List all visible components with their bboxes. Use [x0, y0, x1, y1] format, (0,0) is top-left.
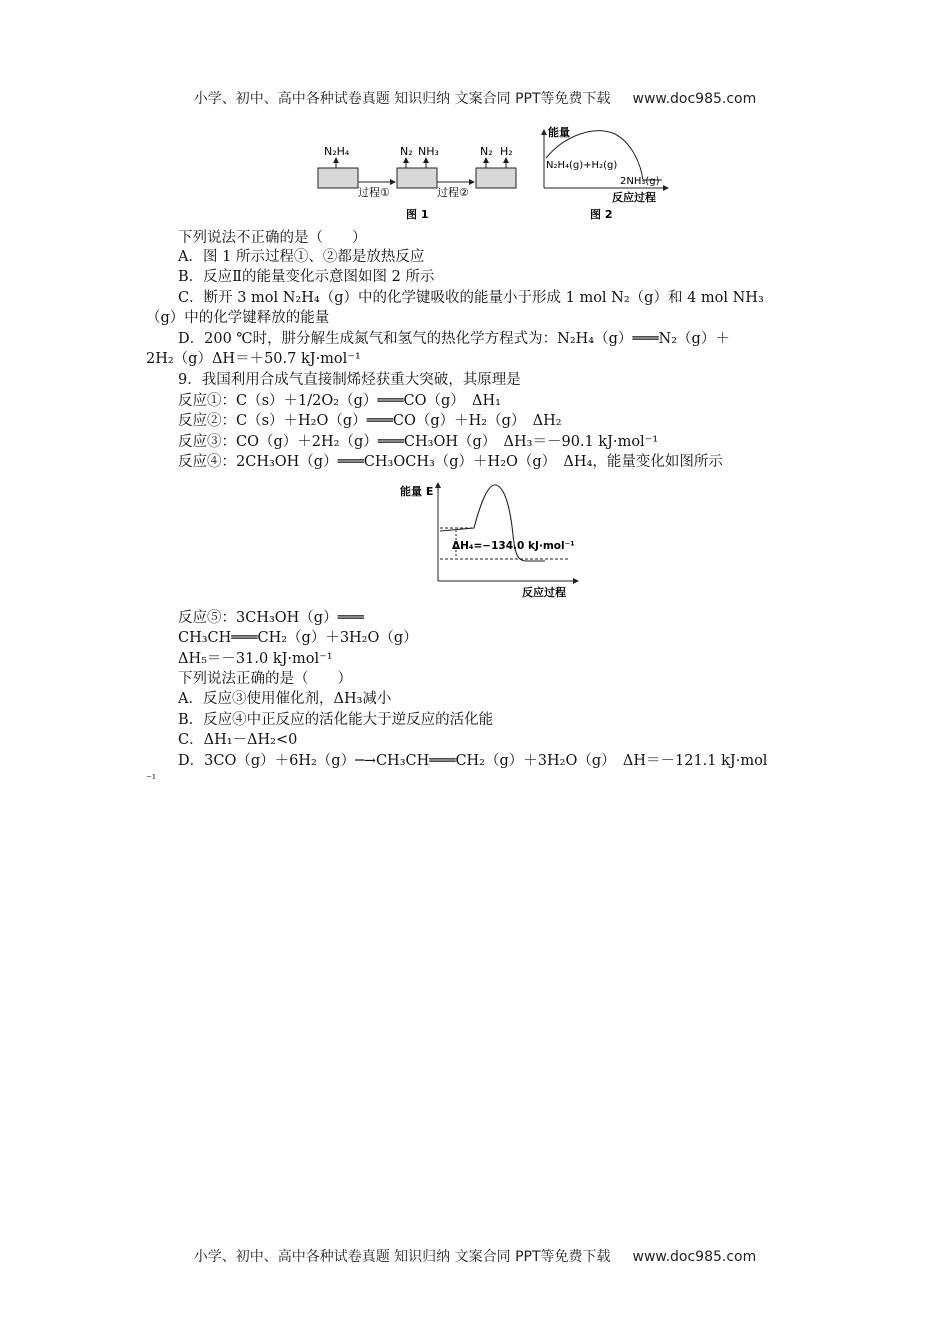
q9-reaction-3: 反应③：CO（g）＋2H₂（g）═══CH₃OH（g） ΔH₃＝－90.1 kJ·mol⁻¹	[178, 434, 659, 450]
q9-option-d-line1: D．3CO（g）＋6H₂（g）─→CH₃CH═══CH₂（g）＋3H₂O（g） ΔH＝－121.1 kJ·mol	[178, 753, 768, 769]
q8-stem: 下列说法不正确的是（ ）	[178, 230, 367, 246]
footer-text: 小学、初中、高中各种试卷真题 知识归纳 文案合同 PPT等免费下载	[193, 1249, 611, 1265]
q9-option-b: B．反应④中正反应的活化能大于逆反应的活化能	[178, 712, 494, 728]
q9-reaction-5-line3: ΔH₅＝－31.0 kJ·mol⁻¹	[178, 651, 333, 667]
q8-option-c-line2: （g）中的化学键释放的能量	[146, 310, 330, 326]
q9-reaction-5-line1: 反应⑤：3CH₃OH（g）═══	[178, 610, 364, 626]
q9-stem: 9．我国利用合成气直接制烯烃获重大突破，其原理是	[178, 372, 521, 388]
q9-reaction-4: 反应④：2CH₃OH（g）═══CH₃OCH₃（g）＋H₂O（g） ΔH₄，能量变化如图所示	[178, 454, 723, 470]
fig1-label-n2h4: N₂H₄	[324, 145, 350, 158]
fig2-xlabel: 反应过程	[612, 191, 656, 204]
fig3-ylabel: 能量 E	[400, 485, 434, 498]
fig1-caption: 图 1	[406, 208, 429, 221]
q8-option-a: A．图 1 所示过程①、②都是放热反应	[178, 249, 425, 265]
fig3-delta-h: ΔH₄=−134.0 kJ·mol⁻¹	[452, 540, 575, 552]
fig2-product-label: 2NH₃(g)	[620, 176, 660, 187]
fig1-label-n2-b: N₂	[480, 145, 493, 158]
fig1-box-2	[397, 168, 437, 188]
q9-reaction-2: 反应②：C（s）＋H₂O（g）═══CO（g）＋H₂（g） ΔH₂	[178, 413, 562, 429]
q8-option-d-line2: 2H₂（g）ΔH＝＋50.7 kJ·mol⁻¹	[146, 351, 361, 367]
q9-option-c: C．ΔH₁－ΔH₂<0	[178, 732, 298, 748]
header-text: 小学、初中、高中各种试卷真题 知识归纳 文案合同 PPT等免费下载	[193, 91, 611, 107]
fig1-label-nh3: NH₃	[418, 145, 439, 158]
header-url[interactable]: www.doc985.com	[632, 91, 757, 107]
q8-option-d-line1: D．200 ℃时，肼分解生成氮气和氢气的热化学方程式为：N₂H₄（g）═══N₂（g）＋	[178, 331, 730, 347]
page-header	[0, 88, 950, 108]
fig1-box-3	[476, 168, 516, 188]
fig2-caption: 图 2	[590, 208, 613, 221]
fig1-step-1: 过程①	[358, 186, 390, 199]
q8-option-c-line1: C．断开 3 mol N₂H₄（g）中的化学键吸收的能量小于形成 1 mol N₂（g）和 4 mol NH₃	[178, 290, 764, 306]
footer-url[interactable]: www.doc985.com	[632, 1249, 757, 1265]
fig1-box-1	[318, 168, 358, 188]
fig2-reactant-label: N₂H₄(g)+H₂(g)	[546, 160, 618, 171]
fig2-ylabel: 能量	[548, 126, 570, 139]
q9-option-a: A．反应③使用催化剂，ΔH₃减小	[178, 691, 392, 707]
q9-stem-2: 下列说法正确的是（ ）	[178, 671, 352, 687]
fig1-step-2: 过程②	[437, 186, 469, 199]
figure-3	[400, 475, 585, 603]
q9-reaction-1: 反应①：C（s）＋1/2O₂（g）═══CO（g） ΔH₁	[178, 393, 501, 409]
figure-1-2	[310, 120, 680, 225]
page-footer	[0, 1246, 950, 1266]
q9-reaction-5-line2: CH₃CH═══CH₂（g）＋3H₂O（g）	[178, 630, 418, 646]
fig1-label-n2-a: N₂	[400, 145, 413, 158]
q8-option-b: B．反应Ⅱ的能量变化示意图如图 2 所示	[178, 269, 435, 285]
fig3-xlabel: 反应过程	[522, 586, 566, 599]
fig1-label-h2: H₂	[500, 145, 513, 158]
q9-option-d-line2: ⁻¹	[146, 772, 157, 785]
